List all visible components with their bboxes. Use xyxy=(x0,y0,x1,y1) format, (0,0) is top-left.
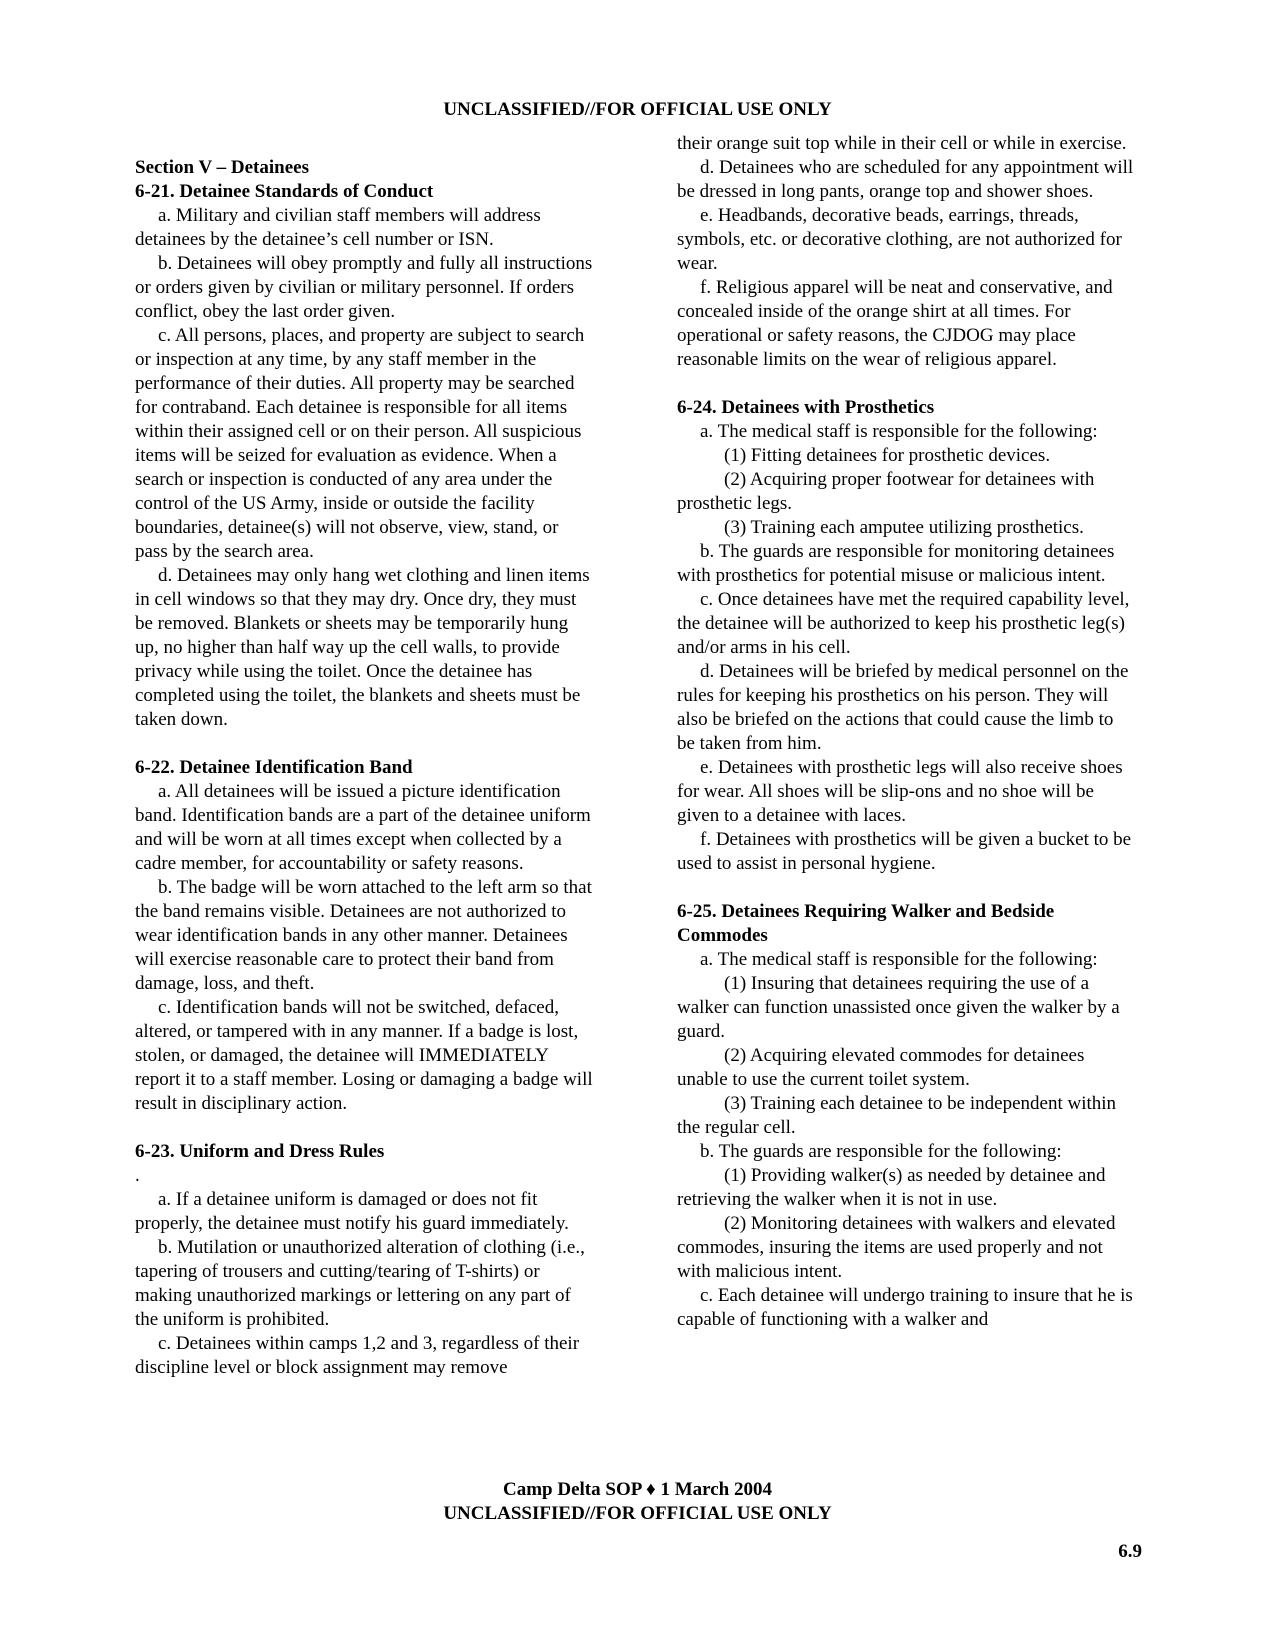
page-footer xyxy=(0,1478,1275,1526)
para-6-25-a-3: (3) Training each detainee to be independent within the regular cell. xyxy=(677,1093,1117,1138)
classification-footer: UNCLASSIFIED//FOR OFFICIAL USE ONLY xyxy=(443,1503,832,1524)
para-6-22-b: b. The badge will be worn attached to the left arm so that the band remains visible. Detainees are not authorized to wear identification bands in any other manner. Detainees will exercise reasonable care to protect their band from damage, loss, and theft. xyxy=(135,877,592,994)
para-6-24-c: c. Once detainees have met the required capability level, the detainee will be authorized to keep his prosthetic leg(s) and/or arms in his cell. xyxy=(677,589,1130,658)
heading-6-25: 6-25. Detainees Requiring Walker and Bedside Commodes xyxy=(677,901,1055,946)
para-6-24-a: a. The medical staff is responsible for the following: xyxy=(700,421,1098,442)
para-6-24-d: d. Detainees will be briefed by medical personnel on the rules for keeping his prosthetics on his person. They will also be briefed on the actions that could cause the limb to be taken from him. xyxy=(677,661,1129,754)
para-6-24-e: e. Detainees with prosthetic legs will also receive shoes for wear. All shoes will be slip-ons and no shoe will be given to a detainee with laces. xyxy=(677,757,1123,826)
heading-6-24: 6-24. Detainees with Prosthetics xyxy=(677,397,935,418)
left-column xyxy=(135,156,593,1380)
para-6-23-d: d. Detainees who are scheduled for any appointment will be dressed in long pants, orange top and shower shoes. xyxy=(677,157,1134,202)
classification-header: UNCLASSIFIED//FOR OFFICIAL USE ONLY xyxy=(443,99,832,120)
para-6-25-a: a. The medical staff is responsible for the following: xyxy=(700,949,1098,970)
para-6-21-d: d. Detainees may only hang wet clothing and linen items in cell windows so that they may dry. Once dry, they must be removed. Blankets or sheets may be temporarily hung up, no higher than half way up the cell walls, to provide privacy while using the toilet. Once the detainee has completed using the toilet, the blankets and sheets must be taken down. xyxy=(135,565,590,730)
para-6-22-a: a. All detainees will be issued a picture identification band. Identification bands are a part of the detainee uniform and will be worn at all times except when collected by a cadre member, for accountability or safety reasons. xyxy=(135,781,591,874)
heading-6-23: 6-23. Uniform and Dress Rules xyxy=(135,1141,385,1162)
para-6-24-f: f. Detainees with prosthetics will be given a bucket to be used to assist in personal hygiene. xyxy=(677,829,1132,874)
para-6-25-b-1: (1) Providing walker(s) as needed by detainee and retrieving the walker when it is not in use. xyxy=(677,1165,1106,1210)
footer-doc-line: Camp Delta SOP ♦ 1 March 2004 xyxy=(503,1479,772,1500)
para-6-25-a-1: (1) Insuring that detainees requiring the use of a walker can function unassisted once given the walker by a guard. xyxy=(677,973,1120,1042)
para-6-24-b: b. The guards are responsible for monitoring detainees with prosthetics for potential misuse or malicious intent. xyxy=(677,541,1115,586)
heading-6-22: 6-22. Detainee Identification Band xyxy=(135,757,413,778)
para-6-23-c: c. Detainees within camps 1,2 and 3, regardless of their discipline level or block assignment may remove xyxy=(135,1333,580,1378)
para-6-25-b-2: (2) Monitoring detainees with walkers and elevated commodes, insuring the items are used properly and not with malicious intent. xyxy=(677,1213,1116,1282)
para-6-21-c: c. All persons, places, and property are subject to search or inspection at any time, by any staff member in the performance of their duties. All property may be searched for contraband. Each detainee is responsible for all items within their assigned cell or on their person. All suspicious items will be seized for evaluation as evidence. When a search or inspection is conducted of any area under the control of the US Army, inside or outside the facility boundaries, detainee(s) will not observe, view, stand, or pass by the search area. xyxy=(135,325,585,562)
para-6-21-a: a. Military and civilian staff members will address detainees by the detainee’s cell number or ISN. xyxy=(135,205,541,250)
para-6-25-c: c. Each detainee will undergo training to insure that he is capable of functioning with a walker and xyxy=(677,1285,1133,1330)
para-6-24-a-1: (1) Fitting detainees for prosthetic devices. xyxy=(724,445,1051,466)
para-6-24-a-3: (3) Training each amputee utilizing prosthetics. xyxy=(724,517,1084,538)
para-6-23-e: e. Headbands, decorative beads, earrings, threads, symbols, etc. or decorative clothing, are not authorized for wear. xyxy=(677,205,1122,274)
para-6-25-b: b. The guards are responsible for the following: xyxy=(700,1141,1062,1162)
para-6-21-b: b. Detainees will obey promptly and fully all instructions or orders given by civilian or military personnel. If orders conflict, obey the last order given. xyxy=(135,253,593,322)
page-number: 6.9 xyxy=(1118,1541,1142,1562)
para-6-24-a-2: (2) Acquiring proper footwear for detainees with prosthetic legs. xyxy=(677,469,1095,514)
stray-period: . xyxy=(135,1165,140,1186)
para-6-23-f: f. Religious apparel will be neat and conservative, and concealed inside of the orange shirt at all times. For operational or safety reasons, the CJDOG may place reasonable limits on the wear of religious apparel. xyxy=(677,277,1113,370)
para-6-23-b: b. Mutilation or unauthorized alteration of clothing (i.e., tapering of trousers and cutting/tearing of T-shirts) or making unauthorized markings or lettering on any part of the uniform is prohibited. xyxy=(135,1237,585,1330)
section-title: Section V – Detainees xyxy=(135,157,309,178)
para-6-23-c-continued: their orange suit top while in their cell or while in exercise. xyxy=(677,133,1127,154)
para-6-25-a-2: (2) Acquiring elevated commodes for detainees unable to use the current toilet system. xyxy=(677,1045,1085,1090)
para-6-23-a: a. If a detainee uniform is damaged or does not fit properly, the detainee must notify his guard immediately. xyxy=(135,1189,569,1234)
right-column xyxy=(677,132,1135,1332)
heading-6-21: 6-21. Detainee Standards of Conduct xyxy=(135,181,434,202)
para-6-22-c: c. Identification bands will not be switched, defaced, altered, or tampered with in any manner. If a badge is lost, stolen, or damaged, the detainee will IMMEDIATELY report it to a staff member. Losing or damaging a badge will result in disciplinary action. xyxy=(135,997,593,1114)
